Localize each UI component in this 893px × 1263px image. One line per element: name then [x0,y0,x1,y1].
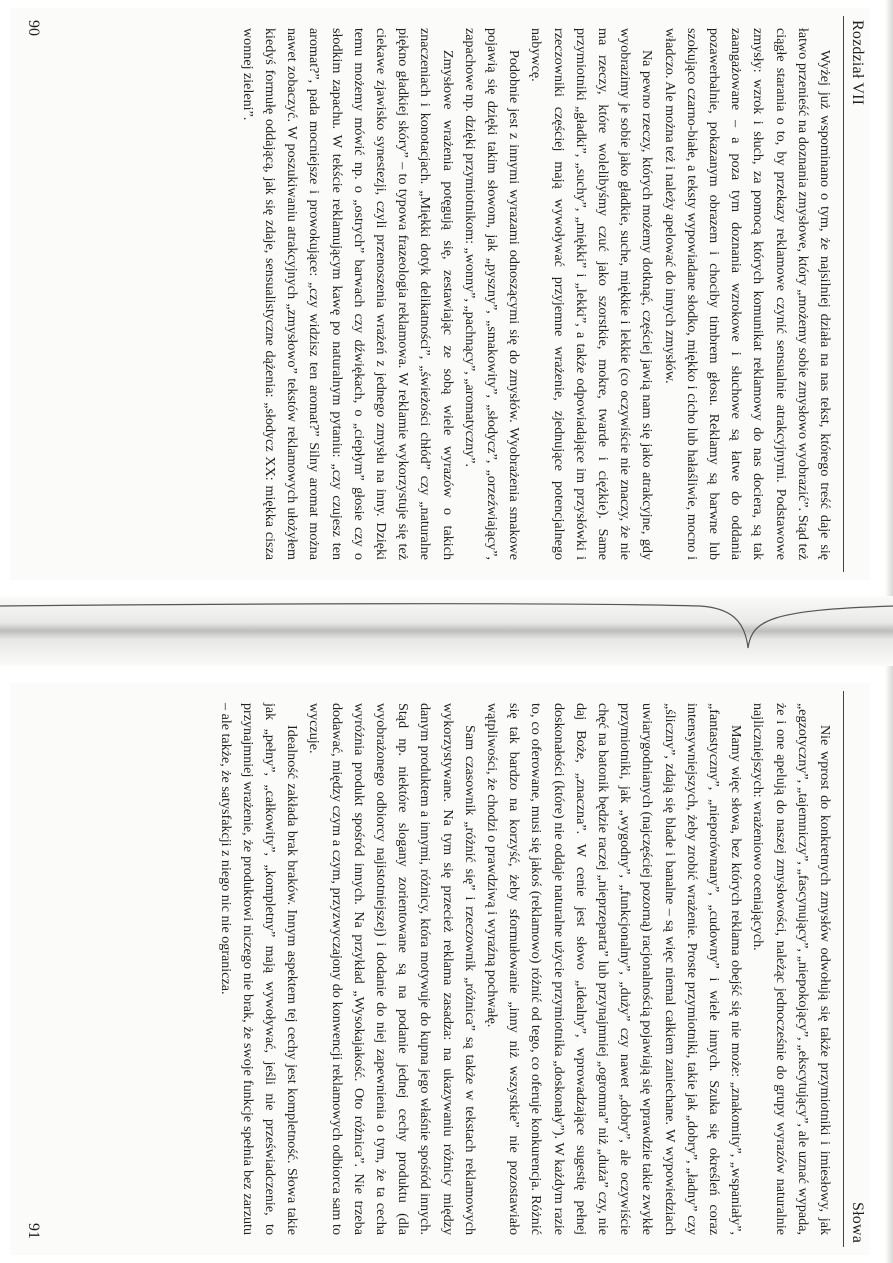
running-head-title: Słowa [849,1202,866,1243]
page-curl-line [0,560,893,700]
left-page [10,8,870,580]
paragraph: Zmysłowe wrażenia potęgują się, zestawiając ze sobą wiele wyrazów o takich znaczeniach i konotacjach. „Miękki dotyk delikatności”, „świeżości chłód” czy „naturalne piękno gładkiej skóry” – to typowa frazeologia reklamowa. W reklamie wykorzystuje się też ciekawe zjawisko synestezji, czyli przenoszenia wrażeń z jednego zmysłu na inny. Dzięki temu możemy mówić np. o „ostrych” barwach czy dźwiękach, o „ciepłym” głosie czy o słodkim zapachu. W tekście reklamującym kawę po naturalnym pytaniu: „czy czujesz ten aromat?”, pada mocniejsze i prowokujące: „czy widzisz ten aromat?” Silny aromat można nawet zobaczyć. W poszukiwaniu atrakcyjnych „zmysłowo” tekstów reklamowych ułożyłem kiedyś formułę oddającą, jak się zdaje, sensualistyczne dążenia: „słodycz XX: miękka cisza wonnej zieleni”. [239,28,456,560]
paragraph: Mamy więc słowa, bez których reklama obejść się nie może: „znakomity”, „wspaniały”, „fantastyczny”, „nieporównany”, „cudowny” i wiele innych. Szuka się określeń coraz intensywniejszych, żeby zrobić wrażenie. Proste przymiotniki, takie jak „dobry”, „ładny” czy „śliczny”, zdają się blade i banalne – są więc niemal całkiem zaniechane. W wypowiedziach uwiarygodnianych (najczęściej pozorną) racjonalnością pojawiają się wprawdzie takie zwykłe przymiotniki, jak „wygodny”, „funkcjonalny”, „duży” czy nawet „dobry”, ale oczywiście chęć na batonik będzie raczej „nieprzeparta” lub przynajmniej „ogromna” niż „duża” czy, nie daj Boże, „znaczna”. W cenie jest słowo „idealny”, wprowadzające sugestię pełnej doskonałości (które) nie oddaje naturalne użycie przymiotnika „doskonały”). W każdym razie to, co oferowane, musi się jakoś (reklamowo) różnić od tego, co oferuje konkurencja. Różnić się tak bardzo na korzyść, żeby sformułowanie „inny niż wszystkie” nie pozostawiało wątpliwości, że chodzi o prawdziwą i wyraźną pochwałę. [483,703,745,1235]
page-number: 91 [25,1223,42,1239]
right-page [10,683,870,1255]
paragraph: Nie wprost do konkretnych zmysłów odwołują się także przymiotniki i imiesłowy, jak „egzotyczny”, „tajemniczy”, „fascynujący”, „niepokojący”, „ekscytujący”, ale uznać wypada, że i one apelują do naszej zmysłowości, należąc jednocześnie do grupy wyrazów naturalnie najliczniejszych: wrażeniowo oceniających. [750,703,833,1235]
running-head-chapter: Rozdział VII [849,20,866,106]
left-page-body [237,28,836,560]
right-page-body [214,703,836,1235]
paragraph: Sam czasownik „różnić się” i rzeczownik „różnica” są także w tekstach reklamowych wykorzystywane. Na tym się przecież reklama zasadza: na ukazywaniu różnicy między danym produktem a innymi, różnicy, która motywuje do kupna jego właśnie spośród innych. Stąd np. niektóre slogany zorientowane są na podanie jednej cechy produktu (dla wyobrażonego odbiorcy najistotniejszej) i dodanie do niej zapewnienia o tym, że ta cecha wyróżnia produkt spośród innych. Na przykład „Wysokajakość. Oto różnica”. Nie trzeba dodawać, między czym a czym, przyzwyczajony do konwencji reklamowych odbiorca sam to wyczuje. [306,703,478,1235]
paragraph: Idealność zakłada brak braków. Innym aspektem tej cechy jest kompletność. Słowa takie jak „pełny”, „całkowity”, „kompletny” mają wywoływać, jeśli nie przeświadczenie, to przynajmniej wrażenie, że produktowi niczego nie brak, że swoje funkcje spełnia bez zarzutu – ale także, że satysfakcji z niego nic nie ogranicza. [217,703,301,1235]
header-rule [843,691,844,1247]
page-number: 90 [25,20,42,36]
paragraph: Podobnie jest z innymi wyrazami odnoszącymi się do zmysłów. Wyobrażenia smakowe pojawią się dzięki takim słowom, jak „pyszny”, „smakowity”, „słodycz”, „orzeźwiający”, zapachowe np. dzięki przymiotnikom: „wonny”, „pachnący”, „aromatyczny”. [461,28,523,560]
header-rule [843,16,844,572]
paragraph: Na pewno rzeczy, których możemy dotknąć, częściej jawią nam się jako atrakcyjne, gdy wyobrazimy je sobie jako gładkie, suche, miękkie i lekkie (co oczywiście nie znaczy, że nie ma rzeczy, które wolelibyśmy czuć jako szorstkie, mokre, twarde i ciężkie). Same przymiotniki „gładki”, „suchy”, „miękki” i „lekki”, a także odpowiadające im przysłówki i rzeczowniki częściej mają wywoływać przyjemne wrażenie, zjednujące potencjalnego nabywcę. [528,28,656,560]
paragraph: Wyżej już wspominano o tym, że najsilniej działa na nas tekst, którego treść daje się łatwo przenieść na doznania zmysłowe, który „możemy sobie zmysłowo wyobrazić”. Stąd też ciągłe starania o to, by przekazy reklamowe czynić sensualnie atrakcyjnymi. Podstawowe zmysły: wzrok i słuch, za pomocą których komunikat reklamowy do nas dociera, są tak zaangażowane – a poza tym doznania wzrokowe i słuchowe są łatwe do oddania pozawerbalnie, pokazanym obrazem i chociby timbrem głosu. Reklamy są barwne lub szokująco czarno-białe, a teksty wypowiadane słodko, miękko i cicho lub hałaśliwie, mocno i władczo. Ale można też i należy apelować do innych zmysłów. [661,28,833,560]
